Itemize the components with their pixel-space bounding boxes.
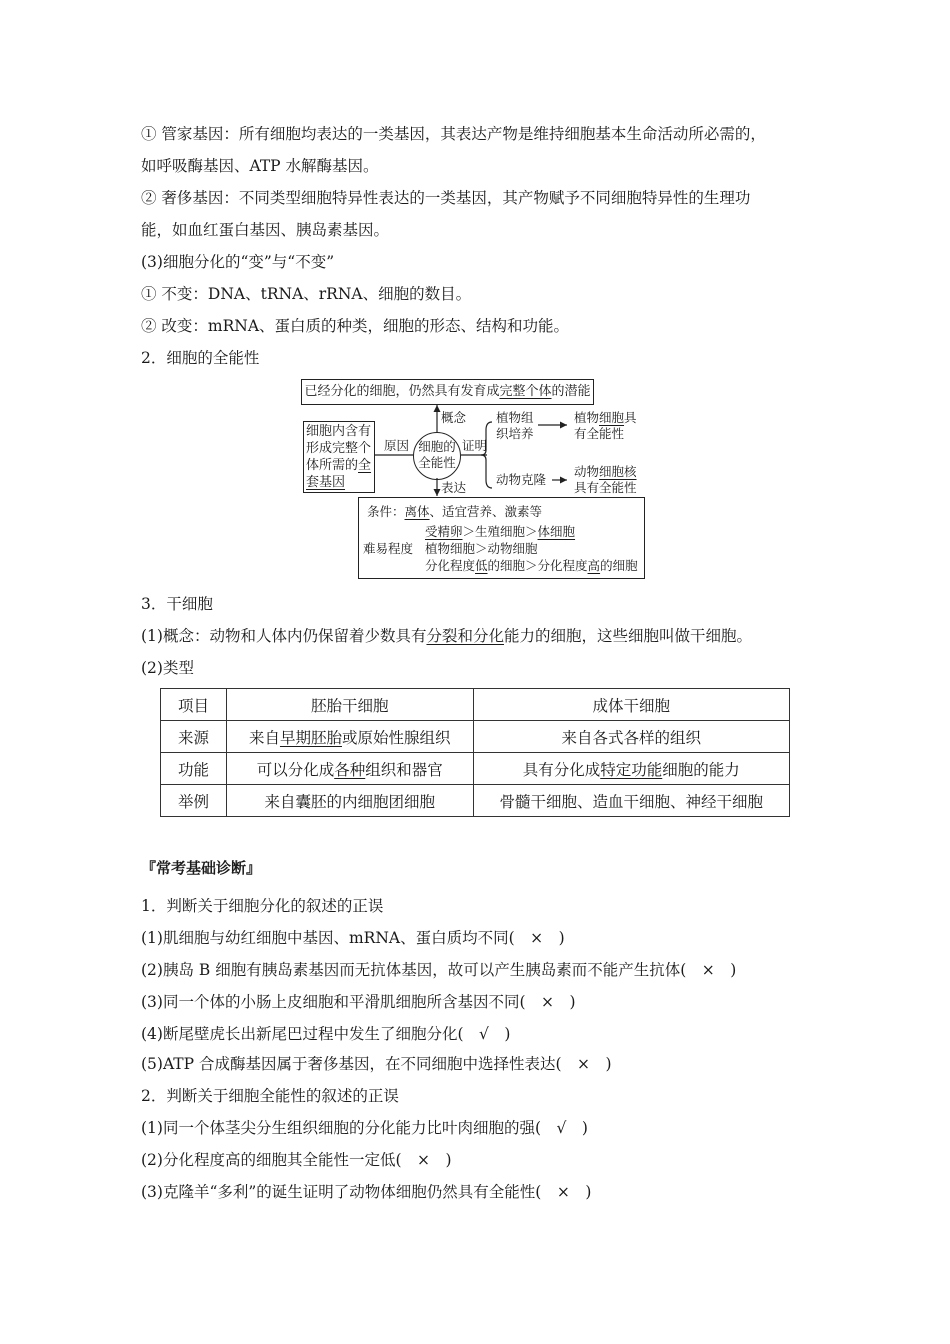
stem-concept-post: 能力的细胞，这些细胞叫做干细胞。 <box>503 627 752 645</box>
cell-embryonic-example: 来自囊胚的内细胞团细胞 <box>226 785 473 817</box>
bracket-right-icon: 』 <box>246 859 262 877</box>
text-luxury-gene-2: 能，如血红蛋白基因、胰岛素基因。 <box>141 221 390 239</box>
text-luxury-gene-1: ② 奢侈基因：不同类型细胞特异性表达的一类基因，其产物赋予不同细胞特异性的生理功 <box>141 189 751 207</box>
stem-concept-pre: (1)概念：动物和人体内仍保留着少数具有 <box>141 627 427 645</box>
row-label-example: 举例 <box>161 785 227 817</box>
concept-text-pre: 已经分化的细胞，仍然具有发育成 <box>304 384 500 399</box>
label-concept: 概念 <box>441 410 467 425</box>
d3-a: 分化程度 <box>425 558 476 573</box>
express-box <box>358 497 645 579</box>
d1-m: ＞生殖细胞＞ <box>462 524 538 539</box>
animal-result-1 <box>574 464 637 480</box>
plant-result-1 <box>574 410 637 426</box>
text-unchanged: ① 不变：DNA、tRNA、rRNA、细胞的数目。 <box>141 285 472 303</box>
center-circle-totipotency <box>413 432 461 480</box>
concept-text-post: 的潜能 <box>551 384 591 399</box>
difficulty-line-1 <box>425 524 575 540</box>
d1-u1: 受精卵 <box>425 524 463 539</box>
text-differentiation-heading: (3)细胞分化的“变”与“不变” <box>141 253 335 271</box>
plant-tissue-culture-1: 植物组 <box>496 410 534 425</box>
reason-line-3: 体所需的 <box>306 458 359 473</box>
animal-cloning: 动物克隆 <box>496 472 547 487</box>
table-row <box>161 753 790 785</box>
d1-u2: 体细胞 <box>537 524 576 539</box>
cell-adult-source: 来自各式各样的组织 <box>473 721 790 753</box>
c-pre: 具有分化成 <box>522 760 601 779</box>
cell-adult-function <box>473 753 790 785</box>
reason-box <box>303 421 375 493</box>
condition-line <box>367 504 542 520</box>
c-pre: 可以分化成 <box>256 760 335 779</box>
stem-cell-concept <box>141 625 752 647</box>
reason-line-4: 套基因 <box>306 475 346 490</box>
label-express: 表达 <box>441 480 467 495</box>
c-post: 组织和器官 <box>365 760 443 779</box>
c-pre: 来自 <box>248 728 280 747</box>
text-totipotency-heading: 2．细胞的全能性 <box>141 349 260 367</box>
cell-embryonic-function <box>226 753 473 785</box>
difficulty-line-3 <box>425 558 638 574</box>
difficulty-label: 难易程度 <box>363 541 414 556</box>
animal-result-1a: 动物 <box>574 464 600 479</box>
c-u: 各种 <box>334 760 366 779</box>
diagnosis-q2-item-1: (1)同一个体茎尖分生组织细胞的分化能力比叶肉细胞的强( √ ) <box>141 1119 588 1137</box>
diagnosis-title-text: 常考基础诊断 <box>156 859 247 877</box>
diagnosis-q1-item-2: (2)胰岛 B 细胞有胰岛素基因而无抗体基因，故可以产生胰岛素而不能产生抗体( × ) <box>141 961 737 979</box>
table-row <box>161 721 790 753</box>
diagnosis-q1-item-1: (1)肌细胞与幼红细胞中基因、mRNA、蛋白质均不同( × ) <box>141 929 565 947</box>
animal-result-2: 具有全能性 <box>574 480 637 495</box>
row-label-function: 功能 <box>161 753 227 785</box>
text-housekeeping-gene-1: ① 管家基因：所有细胞均表达的一类基因，其表达产物是维持细胞基本生命活动所必需的， <box>141 125 766 143</box>
text-changed: ② 改变：mRNA、蛋白质的种类，细胞的形态、结构和功能。 <box>141 317 570 335</box>
c-post: 或原始性腺组织 <box>341 728 451 747</box>
stem-cell-table <box>160 688 790 817</box>
difficulty-line-2: 植物细胞＞动物细胞 <box>425 541 538 556</box>
reason-line-3-underlined: 全 <box>358 458 372 473</box>
d3-u1: 低 <box>475 558 488 573</box>
reason-line-2: 形成完整个 <box>306 441 372 456</box>
stem-concept-underlined: 分裂和分化 <box>426 627 504 645</box>
c-post: 细胞的能力 <box>662 760 740 779</box>
diagnosis-section-title <box>141 857 261 878</box>
plant-result-1b: 具 <box>624 410 637 425</box>
diagnosis-q1-heading: 1．判断关于细胞分化的叙述的正误 <box>141 897 384 915</box>
d3-b: 的细胞＞分化程度 <box>487 558 588 573</box>
plant-result-1u: 细胞 <box>599 410 625 425</box>
table-header-item: 项目 <box>161 689 227 721</box>
center-text-2: 全能性 <box>418 455 456 470</box>
concept-text-underlined: 完整个体 <box>499 384 552 399</box>
bracket-left-icon: 『 <box>141 859 157 877</box>
d3-u2: 高 <box>587 558 601 573</box>
diagnosis-q2-item-3: (3)克隆羊“多利”的诞生证明了动物体细胞仍然具有全能性( × ) <box>141 1183 592 1201</box>
c-u: 早期胚胎 <box>279 728 342 747</box>
condition-label: 条件： <box>367 504 405 519</box>
animal-result-1u: 细胞核 <box>599 464 637 479</box>
reason-line-1: 细胞内含有 <box>306 424 372 439</box>
plant-result-1a: 植物 <box>574 410 600 425</box>
cell-embryonic-source <box>226 721 473 753</box>
center-text-1: 细胞的 <box>418 439 456 454</box>
cell-adult-example: 骨髓干细胞、造血干细胞、神经干细胞 <box>473 785 790 817</box>
diagnosis-q2-item-2: (2)分化程度高的细胞其全能性一定低( × ) <box>141 1151 452 1169</box>
stem-cell-heading: 3．干细胞 <box>141 595 213 613</box>
table-row <box>161 785 790 817</box>
plant-result-2: 有全能性 <box>574 426 625 441</box>
diagnosis-q1-item-3: (3)同一个体的小肠上皮细胞和平滑肌细胞所含基因不同( × ) <box>141 993 576 1011</box>
condition-underlined: 离体 <box>404 504 430 519</box>
diagnosis-q2-heading: 2．判断关于细胞全能性的叙述的正误 <box>141 1087 399 1105</box>
condition-rest: 、适宜营养、激素等 <box>429 504 543 519</box>
diagnosis-q1-item-5: (5)ATP 合成酶基因属于奢侈基因，在不同细胞中选择性表达( × ) <box>141 1055 612 1073</box>
label-reason: 原因 <box>384 438 410 453</box>
c-u: 特定功能 <box>600 760 663 779</box>
row-label-source: 来源 <box>161 721 227 753</box>
diagnosis-q1-item-4: (4)断尾壁虎长出新尾巴过程中发生了细胞分化( √ ) <box>141 1025 511 1043</box>
table-header-row <box>161 689 790 721</box>
plant-tissue-culture-2: 织培养 <box>496 426 534 441</box>
text-housekeeping-gene-2: 如呼吸酶基因、ATP 水解酶基因。 <box>141 157 379 175</box>
stem-cell-types: (2)类型 <box>141 659 194 677</box>
table-header-adult: 成体干细胞 <box>473 689 790 721</box>
concept-box <box>301 379 594 405</box>
label-proof: 证明 <box>462 438 488 453</box>
table-header-embryonic: 胚胎干细胞 <box>226 689 473 721</box>
d3-c: 的细胞 <box>600 558 638 573</box>
